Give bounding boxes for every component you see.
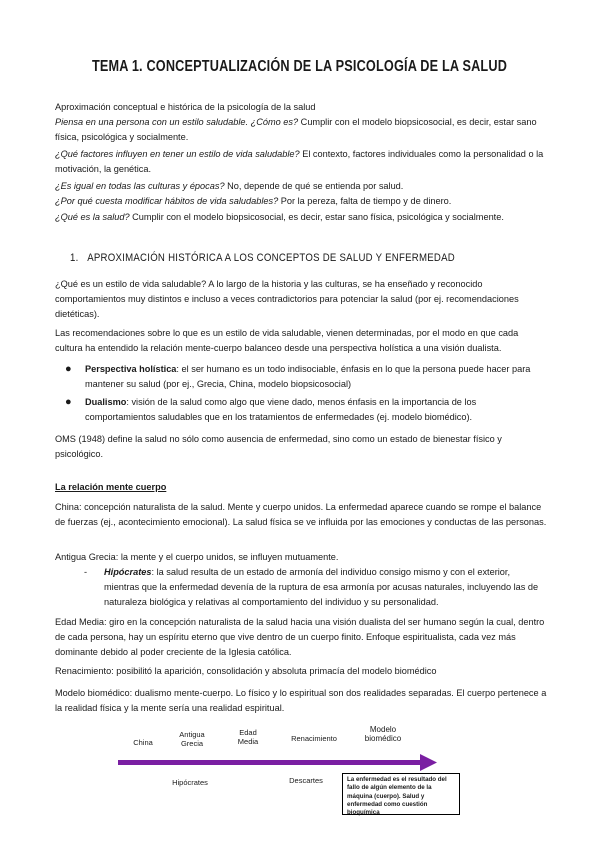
timeline-label-descartes: Descartes [289, 776, 323, 785]
hipocrates-text: : la salud resulta de un estado de armonía del individuo consigo mismo y con el exterior, mientras que la enfermedad devenía de la ruptura de esa armonía por acusas naturales, incluyendo las de naturaleza biológica y relativas al comportamiento del individuo y su personalidad. [104, 567, 539, 607]
timeline-label-renacimiento: Renacimiento [291, 734, 337, 743]
biomedico-paragraph: Modelo biomédico: dualismo mente-cuerpo. Lo físico y lo espiritual son dos realidades separadas. El cuerpo pertenece a la realidad física y la mente sería una realidad espiritual. [55, 688, 547, 713]
bullet-text: : visión de la salud como algo que viene dado, menos énfasis en la importancia de los comportamientos saludables que en los tratamientos de enfermedades (ej. modelo biomédico). [85, 397, 477, 422]
intro-heading: Aproximación conceptual e histórica de la psicología de la salud [55, 102, 316, 112]
question-3: ¿Es igual en todas las culturas y épocas? [55, 181, 225, 191]
timeline-label-hipocrates: Hipócrates [172, 778, 208, 787]
hipocrates-term: Hipócrates [104, 567, 152, 577]
timeline-label-biomedico: Modelo biomédico [364, 725, 402, 743]
grecia-paragraph: Antigua Grecia: la mente y el cuerpo unidos, se influyen mutuamente. [55, 552, 339, 562]
bullet-text: : el ser humano es un todo indisociable, énfasis en lo que la persona puede hacer para mantener su salud (por ej., Grecia, China, modelo biopsicosocial) [85, 364, 531, 389]
section-paragraph-1: ¿Qué es un estilo de vida saludable? A lo largo de la historia y las culturas, se ha enseñado y reconocido comportamientos muy distintos e incluso a veces contradictorios para potenciar la salud (por ej. recomendaciones dietéticas). [55, 279, 519, 319]
timeline-note-box: La enfermedad es el resultado del fallo de algún elemento de la máquina (cuerpo). Salud y enfermedad como cuestión bioquímica [342, 773, 460, 815]
answer-2: El contexto, factores individuales como la personalidad o la motivación, la genética. [55, 149, 544, 174]
intro-qa-5 [55, 210, 547, 225]
intro-qa-2 [55, 147, 547, 177]
section-paragraph-3: OMS (1948) define la salud no sólo como ausencia de enfermedad, sino como un estado de bienestar físico y psicológico. [55, 434, 502, 459]
bullet-dualism [65, 395, 545, 425]
answer-5: Cumplir con el modelo biopsicosocial, es decir, estar sano física, psicológica y socialmente. [129, 212, 504, 222]
section-paragraph-2: Las recomendaciones sobre lo que es un estilo de vida saludable, vienen determinadas, por el modo en que cada cultura ha entendido la relación mente-cuerpo balanceo desde una perspectiva holística a una visión dualista. [55, 328, 519, 353]
china-paragraph: China: concepción naturalista de la salud. Mente y cuerpo unidos. La enfermedad aparece cuando se rompe el balance de fuerzas (ej., acontecimiento emocional). La salud física se ve influida por las emociones y conductas de las personas. [55, 502, 547, 527]
intro-qa-3 [55, 179, 547, 194]
mind-body-heading: La relación mente cuerpo [55, 482, 167, 492]
bullet-icon: ● [65, 363, 72, 375]
dash-icon: - [84, 567, 88, 577]
timeline-label-media: Edad Media [237, 728, 259, 746]
renacimiento-paragraph: Renacimiento: posibilitó la aparición, consolidación y absoluta primacía del modelo biomédico [55, 666, 437, 676]
bullet-term: Perspectiva holística [85, 364, 177, 374]
question-5: ¿Qué es la salud? [55, 212, 130, 222]
answer-4: Por la pereza, falta de tiempo y de dinero. [278, 196, 452, 206]
timeline-label-china: China [133, 738, 153, 747]
timeline-arrowhead [420, 754, 437, 771]
answer-1: Cumplir con el modelo biopsicosocial, es decir, estar sano física, psicológica y socialmente. [55, 117, 537, 142]
timeline-bar [118, 760, 423, 765]
hipocrates-item [84, 565, 544, 610]
media-paragraph: Edad Media: giro en la concepción naturalista de la salud hacia una visión dualista del ser humano según la cual, dentro de cada persona, hay un espíritu eterno que vive dentro de un cuerpo finito. Enfoque espiritualista, cada vez más dominante debido al poder creciente de la Iglesia católica. [55, 617, 545, 657]
section-heading [70, 252, 455, 264]
answer-3: No, depende de qué se entienda por salud. [224, 181, 404, 191]
page-title: TEMA 1. CONCEPTUALIZACIÓN DE LA PSICOLOGÍA DE LA SALUD [91, 58, 508, 75]
timeline-label-grecia: Antigua Grecia [179, 730, 205, 748]
section-title: APROXIMACIÓN HISTÓRICA A LOS CONCEPTOS DE SALUD Y ENFERMEDAD [87, 252, 456, 264]
bullet-icon: ● [65, 396, 72, 408]
question-2: ¿Qué factores influyen en tener un estilo de vida saludable? [55, 149, 300, 159]
bullet-holistic [65, 362, 545, 392]
intro-qa-1 [55, 115, 547, 145]
intro-qa-4 [55, 194, 547, 209]
question-4: ¿Por qué cuesta modificar hábitos de vida saludables? [55, 196, 279, 206]
bullet-term: Dualismo [85, 397, 127, 407]
question-1: Piensa en una persona con un estilo saludable. ¿Cómo es? [55, 117, 299, 127]
section-number: 1. [70, 252, 79, 264]
